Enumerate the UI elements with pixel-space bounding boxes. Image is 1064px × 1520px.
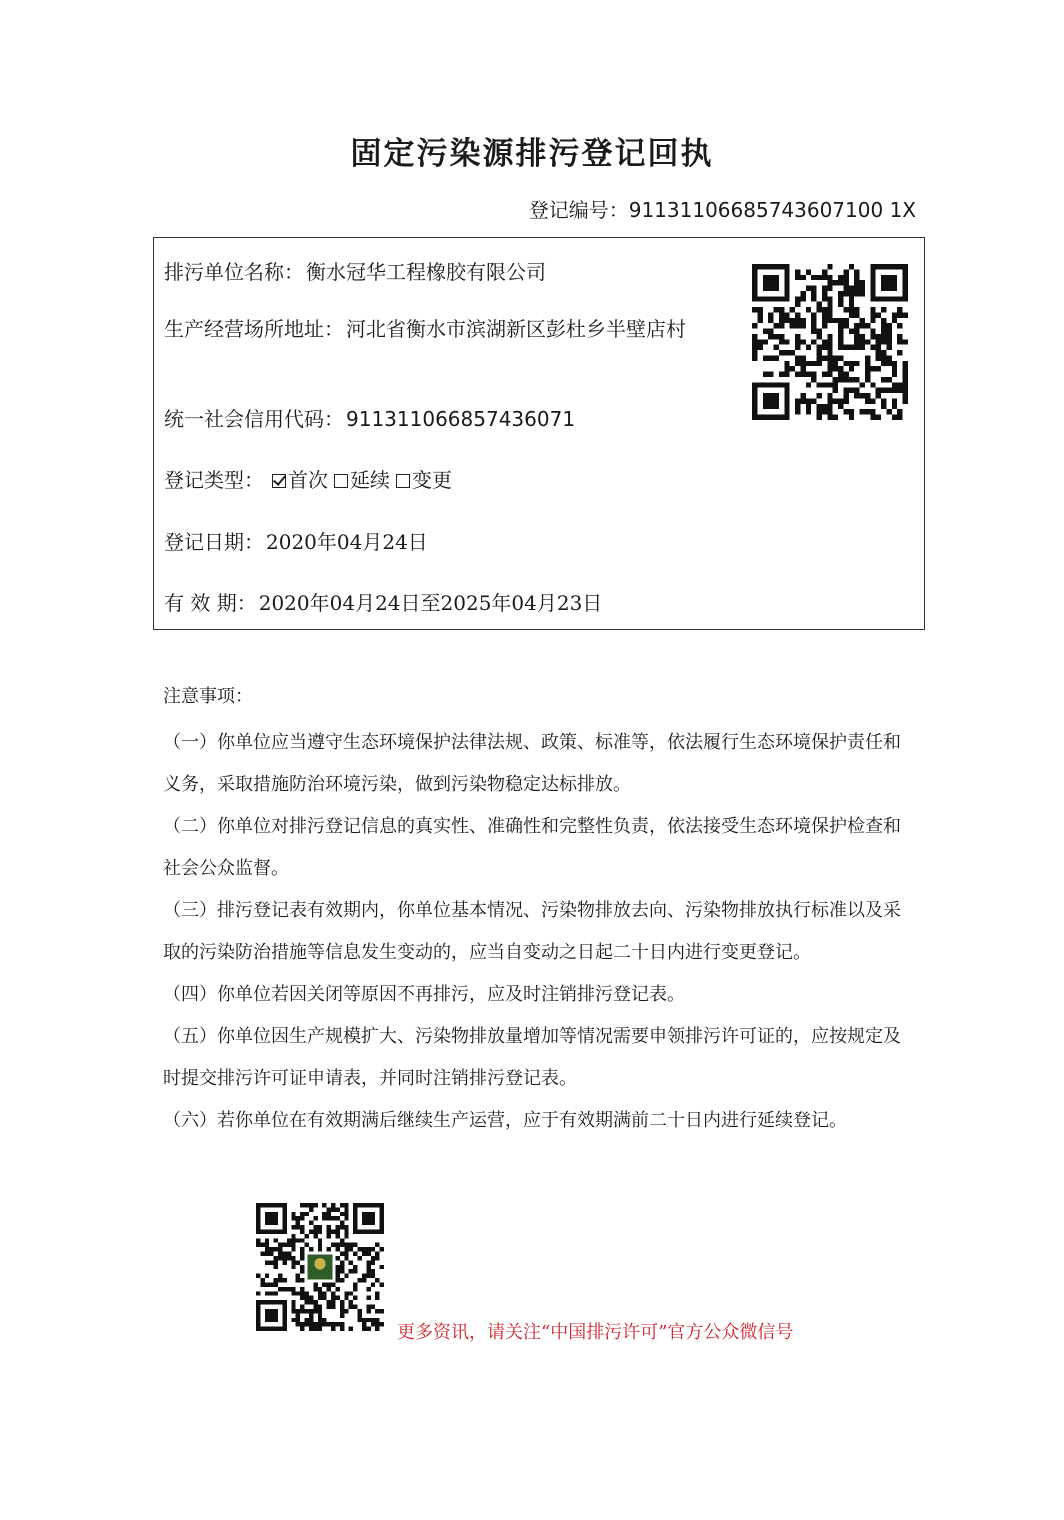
note-item: （四）你单位若因关闭等原因不再排污，应及时注销排污登记表。 (163, 984, 685, 1005)
validity-value: 2020年04月24日至2025年04月23日 (258, 591, 603, 615)
note-item: （一）你单位应当遵守生态环境保护法律法规、政策、标准等，依法履行生态环境保护责任和义务，采取措施防治环境污染，做到污染物稳定达标排放。 (163, 732, 901, 795)
document-title: 固定污染源排污登记回执 (350, 136, 714, 172)
note-item: （二）你单位对排污登记信息的真实性、准确性和完整性负责，依法接受生态环境保护检查和社会公众监督。 (163, 816, 901, 879)
registration-date-row (164, 526, 428, 555)
note-item: （三）排污登记表有效期内，你单位基本情况、污染物排放去向、污染物排放执行标准以及采取的污染防治措施等信息发生变动的，应当自变动之日起二十日内进行变更登记。 (163, 900, 901, 963)
registration-number: 登记编号：91131106685743607100 1X (528, 198, 916, 222)
validity-row (164, 587, 602, 616)
option-first-time: 首次 (288, 468, 328, 492)
validity-label: 有 效 期： (164, 591, 257, 615)
registration-date-value: 2020年04月24日 (266, 530, 428, 554)
option-extension: 延续 (350, 468, 390, 492)
checkbox-change-icon (396, 474, 410, 488)
registration-type-label: 登记类型： (164, 468, 264, 492)
unit-name-row (164, 256, 546, 285)
wechat-follow-text: 更多资讯，请关注“中国排污许可”官方公众微信号 (397, 1322, 794, 1343)
notes-section (163, 682, 911, 1142)
wechat-qr-code (252, 1203, 388, 1331)
unit-name-label: 排污单位名称： (164, 260, 304, 284)
info-box (153, 237, 925, 630)
address-label: 生产经营场所地址： (164, 317, 344, 341)
note-item: （五）你单位因生产规模扩大、污染物排放量增加等情况需要申领排污许可证的，应按规定及时提交排污许可证申请表，并同时注销排污登记表。 (163, 1026, 901, 1089)
registration-date-label: 登记日期： (164, 530, 264, 554)
registration-qr-code (751, 264, 909, 420)
option-change: 变更 (412, 468, 452, 492)
credit-code-value: 911311066857436071 (346, 407, 576, 431)
checkbox-first-time-icon (272, 474, 286, 488)
credit-code-label: 统一社会信用代码： (164, 407, 344, 431)
note-item: （六）若你单位在有效期满后继续生产运营，应于有效期满前二十日内进行延续登记。 (163, 1110, 847, 1131)
registration-type-row (164, 464, 452, 493)
credit-code-row (164, 403, 575, 432)
checkbox-extension-icon (334, 474, 348, 488)
address-value: 河北省衡水市滨湖新区彭杜乡半壁店村 (346, 317, 686, 341)
unit-name-value: 衡水冠华工程橡胶有限公司 (306, 260, 546, 284)
notes-heading: 注意事项： (163, 686, 253, 707)
address-row (164, 308, 724, 350)
